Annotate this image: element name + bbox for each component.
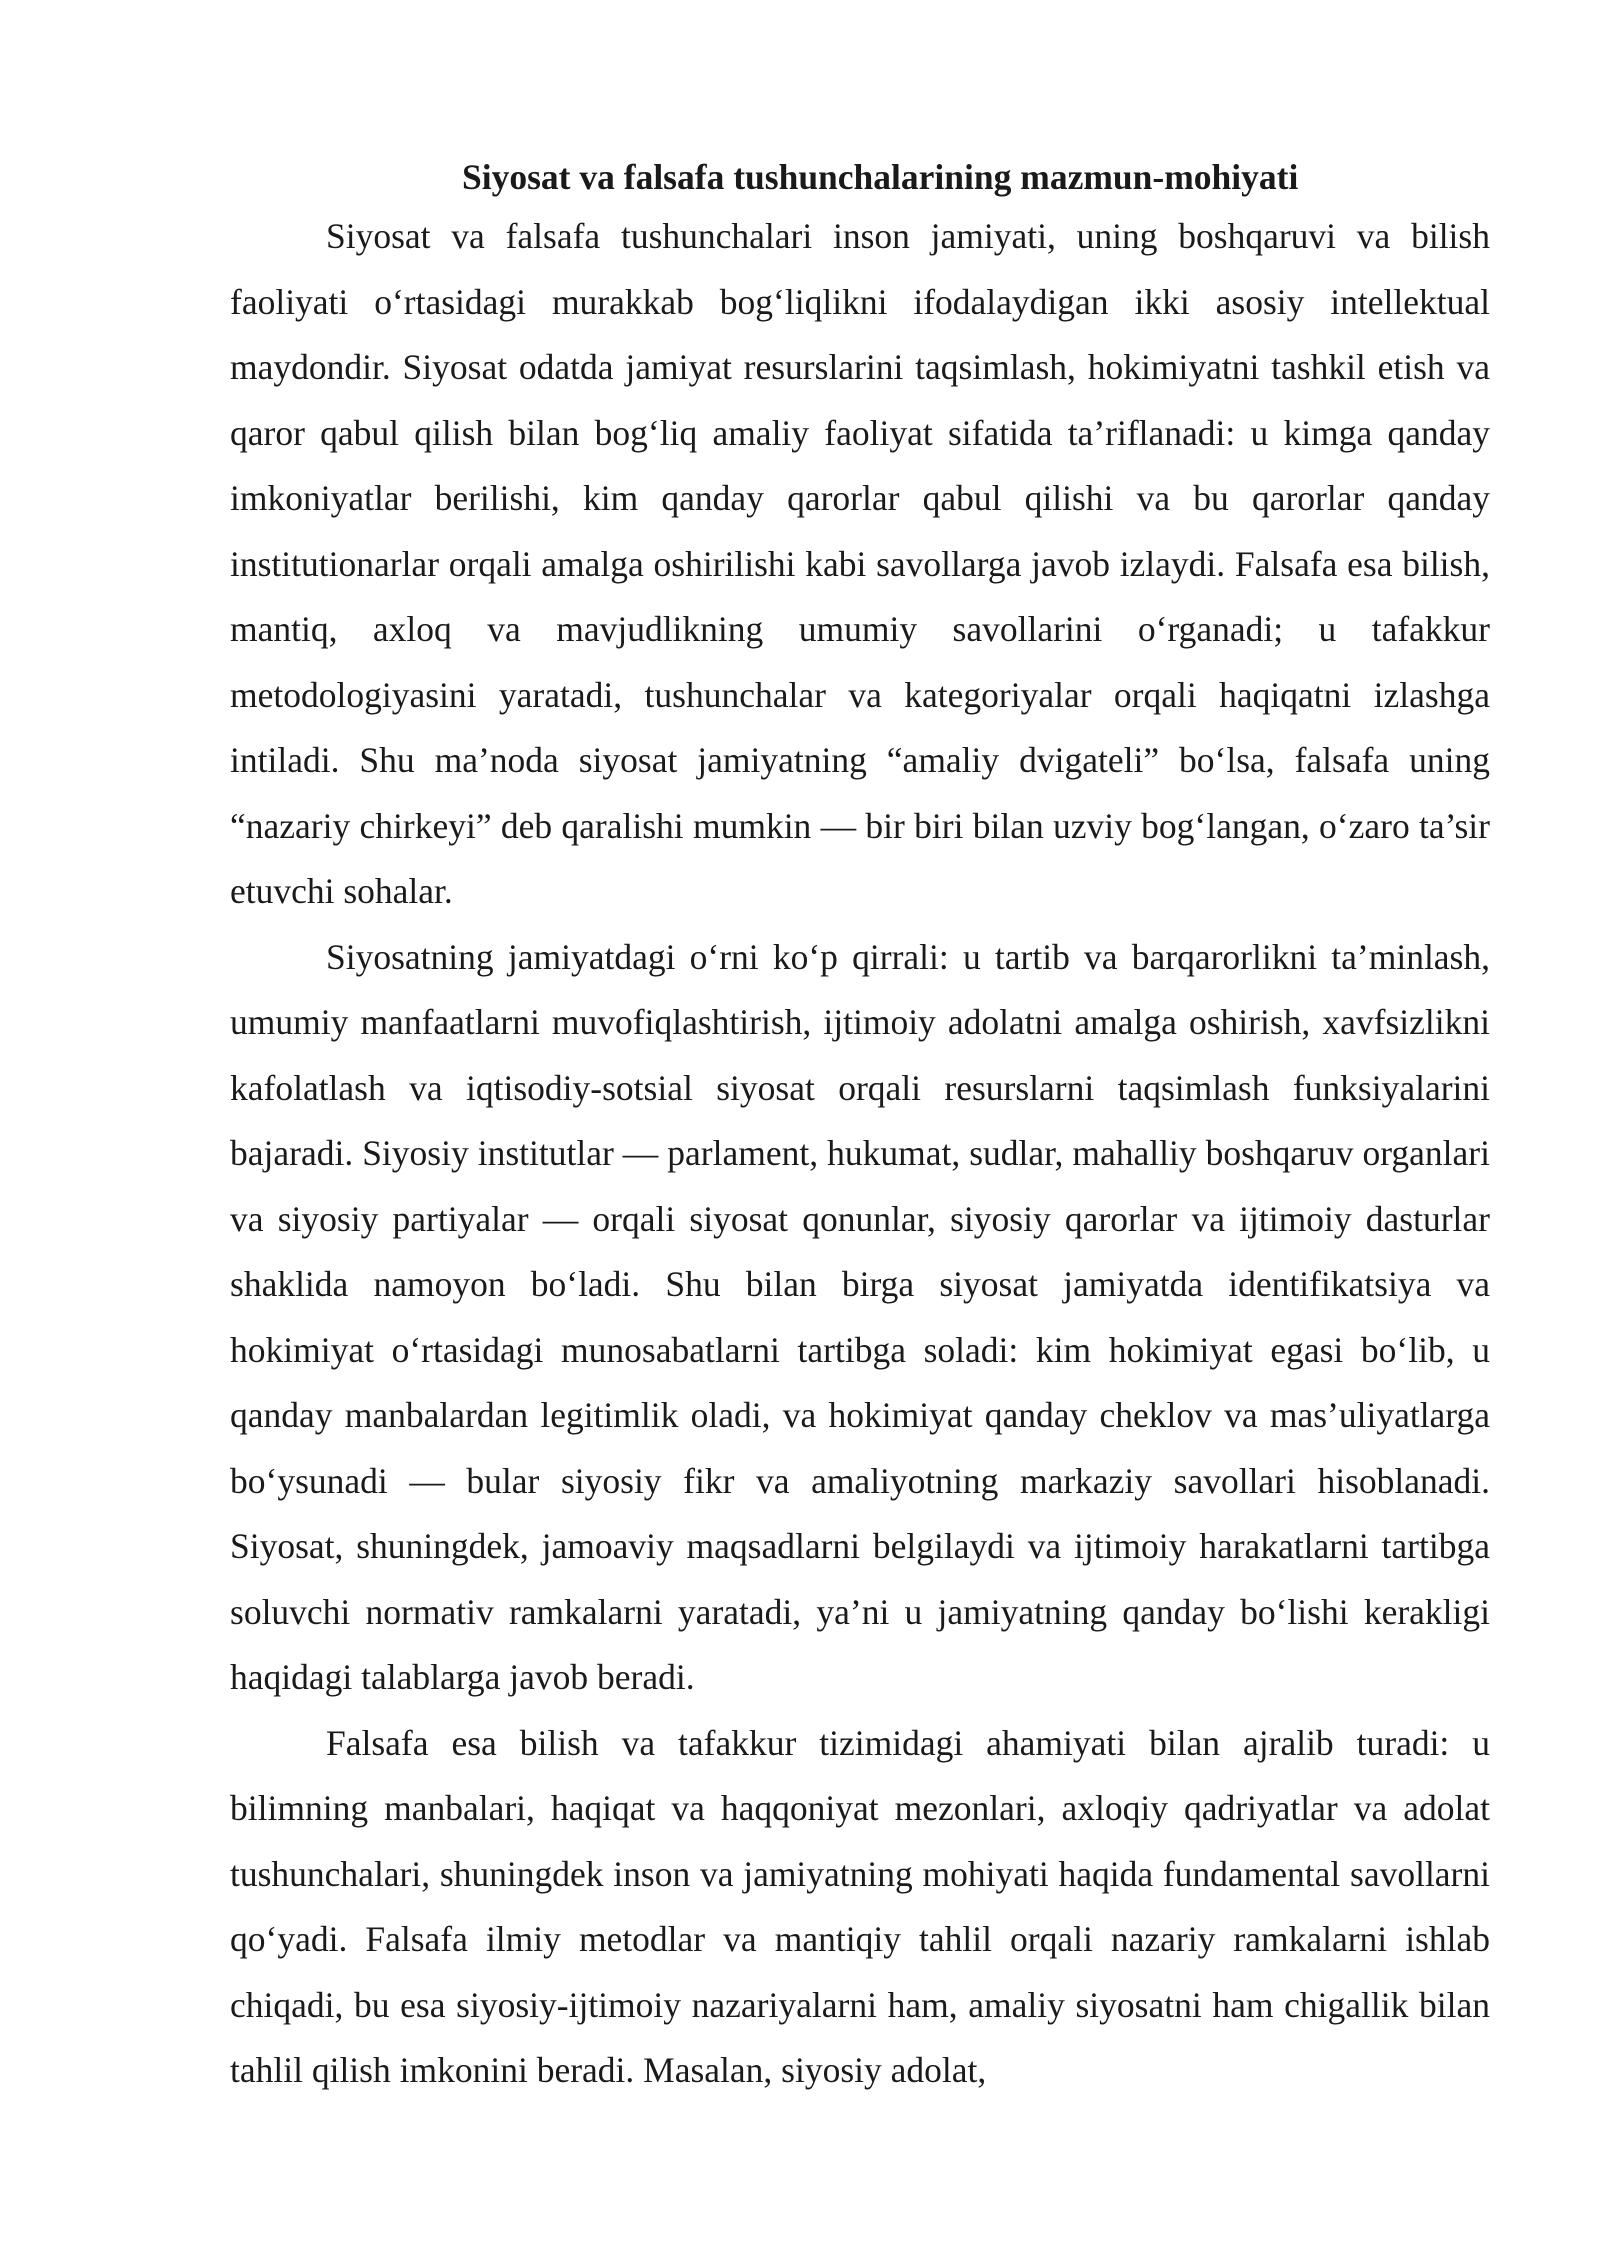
document-title: Siyosat va falsafa tushunchalarining mazmun-mohiyati xyxy=(462,157,1299,197)
paragraph-2: Siyosatning jamiyatdagi o‘rni ko‘p qirrali: u tartib va barqarorlikni ta’minlash, umumiy manfaatlarni muvofiqlashtirish, ijtimoiy adolatni amalga oshirish, xavfsizlikni kafolatlash va iqtisodiy-sotsial siyosat orqali resurslarni taqsimlash funksiyalarini bajaradi. Siyosiy institutlar — parlament, hukumat, sudlar, mahalliy boshqaruv organlari va siyosiy partiyalar — orqali siyosat qonunlar, siyosiy qarorlar va ijtimoiy dasturlar shaklida namoyon bo‘ladi. Shu bilan birga siyosat jamiyatda identifikatsiya va hokimiyat o‘rtasidagi munosabatlarni tartibga soladi: kim hokimiyat egasi bo‘lib, u qanday manbalardan legitimlik oladi, va hokimiyat qanday cheklov va mas’uliyatlarga bo‘ysunadi — bular siyosiy fikr va amaliyotning markaziy savollari hisoblanadi. Siyosat, shuningdek, jamoaviy maqsadlarni belgilaydi va ijtimoiy harakatlarni tartibga soluvchi normativ ramkalarni yaratadi, ya’ni u jamiyatning qanday bo‘lishi kerakligi haqidagi talablarga javob beradi. xyxy=(230,936,1490,1697)
paragraph-1: Siyosat va falsafa tushunchalari inson jamiyati, uning boshqaruvi va bilish faoliyati o‘rtasidagi murakkab bog‘liqlikni ifodalaydigan ikki asosiy intellektual maydondir. Siyosat odatda jamiyat resurslarini taqsimlash, hokimiyatni tashkil etish va qaror qabul qilish bilan bog‘liq amaliy faoliyat sifatida ta’riflanadi: u kimga qanday imkoniyatlar berilishi, kim qanday qarorlar qabul qilishi va bu qarorlar qanday institutionarlar orqali amalga oshirilishi kabi savollarga javob izlaydi. Falsafa esa bilish, mantiq, axloq va mavjudlikning umumiy savollarini o‘rganadi; u tafakkur metodologiyasini yaratadi, tushunchalar va kategoriyalar orqali haqiqatni izlashga intiladi. Shu ma’noda siyosat jamiyatning “amaliy dvigateli” bo‘lsa, falsafa uning “nazariy chirkeyi” deb qaralishi mumkin — bir biri bilan uzviy bog‘langan, o‘zaro ta’sir etuvchi sohalar. xyxy=(230,216,1490,911)
document-body xyxy=(230,150,1490,2104)
paragraph-3: Falsafa esa bilish va tafakkur tizimidagi ahamiyati bilan ajralib turadi: u bilimning manbalari, haqiqat va haqqoniyat mezonlari, axloqiy qadriyatlar va adolat tushunchalari, shuningdek inson va jamiyatning mohiyati haqida fundamental savollarni qo‘yadi. Falsafa ilmiy metodlar va mantiqiy tahlil orqali nazariy ramkalarni ishlab chiqadi, bu esa siyosiy-ijtimoiy nazariyalarni ham, amaliy siyosatni ham chigallik bilan tahlil qilish imkonini beradi. Masalan, siyosiy adolat, xyxy=(230,1722,1490,2090)
